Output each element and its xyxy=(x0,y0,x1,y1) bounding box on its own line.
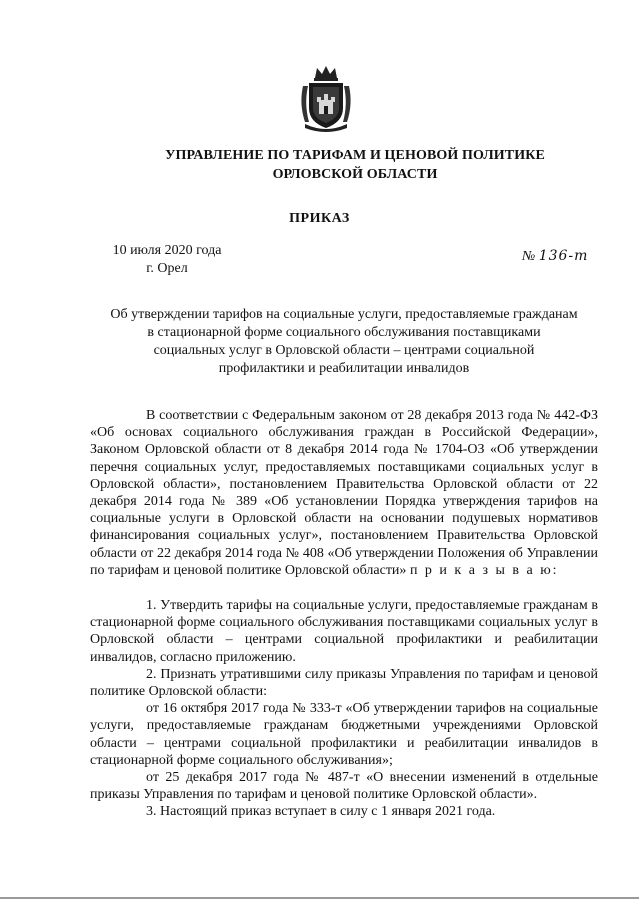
preamble-paragraph xyxy=(90,407,598,579)
order-number xyxy=(522,248,588,265)
order-date: 10 июля 2020 года xyxy=(112,243,222,258)
preamble-text: В соответствии с Федеральным законом от 28 декабря 2013 года № 442-ФЗ «Об основах социального обслуживания граждан в Российской Федерации», Законом Орловской области от 8 декабря 2014 года № 1704-ОЗ «Об утверждении перечня социальных услуг, предоставляемых поставщиками социальных услуг в Орловской области», постановлением Правительства Орловской области от 22 декабря 2014 года № 389 «Об установлении Порядка утверждения тарифов на социальные услуги в Орловской области на основании подушевых нормативов финансирования социальных услуг», постановлением Правительства Орловской области от 22 декабря 2014 года № 408 «Об утверждении Положения об Управлении по тарифам и ценовой политике Орловской области» xyxy=(90,408,598,578)
order-city: г. Орел xyxy=(146,261,188,276)
organization-line-1: УПРАВЛЕНИЕ ПО ТАРИФАМ И ЦЕНОВОЙ ПОЛИТИКЕ xyxy=(165,148,545,163)
item-2b: от 25 декабря 2017 года № 487-т «О внесении изменений в отдельные приказы Управления по тарифам и ценовой политике Орловской области». xyxy=(90,770,598,803)
document-type: ПРИКАЗ xyxy=(289,211,350,226)
organization-name xyxy=(140,146,570,184)
subject-line-3: социальных услуг в Орловской области – центрами социальной xyxy=(153,343,535,358)
number-sign: № xyxy=(522,249,536,264)
date-block xyxy=(102,242,232,278)
coat-of-arms-icon xyxy=(295,64,357,132)
item-2a: от 16 октября 2017 года № 333-т «Об утверждении тарифов на социальные услуги, предоставляемые гражданам бюджетными учреждениями Орловской области – центрами социальной профилактики и реабилитации инвалидов в стационарной форме социального обслуживания»; xyxy=(90,701,598,768)
number-handwritten: 136-т xyxy=(538,248,589,264)
subject-line-2: в стационарной форме социального обслуживания поставщиками xyxy=(147,325,541,340)
command-word: п р и к а з ы в а ю: xyxy=(409,562,559,578)
order-subject xyxy=(90,306,598,378)
item-2: 2. Признать утратившими силу приказы Управления по тарифам и ценовой политике Орловской области: xyxy=(90,666,598,700)
subject-line-4: профилактики и реабилитации инвалидов xyxy=(218,361,470,376)
organization-line-2: ОРЛОВСКОЙ ОБЛАСТИ xyxy=(272,167,438,182)
order-body xyxy=(90,407,598,821)
subject-line-1: Об утверждении тарифов на социальные услуги, предоставляемые гражданам xyxy=(110,307,578,322)
item-1: 1. Утвердить тарифы на социальные услуги, предоставляемые гражданам в стационарной форме социального обслуживания поставщиками социальных услуг в Орловской области – центрами социальной профилактики и реабилитации инвалидов, согласно приложению. xyxy=(90,598,598,665)
bottom-divider xyxy=(0,897,639,899)
item-3: 3. Настоящий приказ вступает в силу с 1 января 2021 года. xyxy=(146,804,496,820)
